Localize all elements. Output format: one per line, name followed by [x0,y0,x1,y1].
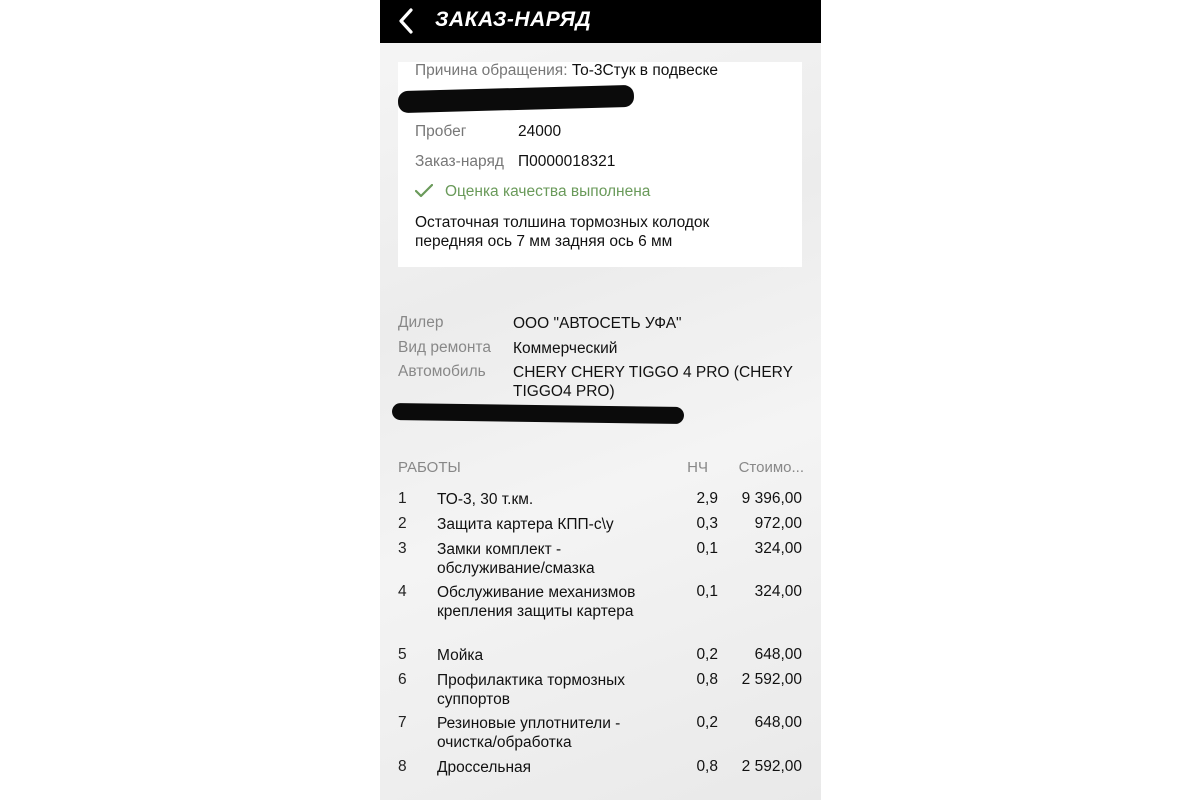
dealer-label: Дилер [398,314,444,331]
row-number: 6 [398,671,407,688]
row-number: 7 [398,714,407,731]
work-cost: 648,00 [754,646,802,663]
car-value-line-2: TIGGO4 PRO) [513,383,615,400]
chevron-left-icon[interactable] [392,6,422,36]
work-hours: 0,3 [696,515,718,532]
work-name: ТО-3, 30 т.км. [437,491,534,508]
work-name: Защита картера КПП-с\у [437,516,614,533]
work-hours: 0,8 [696,758,718,775]
works-header-hours: НЧ [687,459,708,476]
repair-type-label: Вид ремонта [398,339,491,356]
work-hours: 0,1 [696,540,718,557]
order-number-label: Заказ-наряд [415,153,504,170]
work-name: Мойка [437,647,484,664]
order-card [398,62,802,267]
work-hours: 2,9 [696,490,718,507]
car-label: Автомобиль [398,363,486,380]
work-cost: 2 592,00 [741,758,802,775]
work-cost: 648,00 [754,714,802,731]
mileage-value: 24000 [518,123,562,140]
work-hours: 0,1 [696,583,718,600]
quality-status: Оценка качества выполнена [445,183,651,200]
work-hours: 0,8 [696,671,718,688]
page-title: ЗАКАЗ-НАРЯД [435,8,592,31]
note-line-2: передняя ось 7 мм задняя ось 6 мм [415,233,673,250]
phone-screen [380,0,821,800]
checkmark-icon [415,184,433,198]
work-name: Дроссельная [437,759,532,776]
reason-row [415,62,718,80]
repair-type-value: Коммерческий [513,340,618,357]
app-header [380,0,821,43]
row-number: 8 [398,758,407,775]
reason-label: Причина обращения: [415,62,568,79]
work-name: Обслуживание механизмов крепления защиты картера [437,584,636,620]
work-cost: 2 592,00 [741,671,802,688]
car-value-line-1: CHERY CHERY TIGGO 4 PRO (CHERY [513,364,793,381]
work-name: Профилактика тормозных суппортов [437,672,626,708]
redaction-mark [398,85,634,113]
work-cost: 972,00 [754,515,802,532]
work-cost: 9 396,00 [741,490,802,507]
row-number: 2 [398,515,407,532]
works-header-name: РАБОТЫ [398,459,461,476]
work-hours: 0,2 [696,714,718,731]
work-cost: 324,00 [754,583,802,600]
reason-value: То-3Стук в подвеске [571,62,719,79]
order-number-value: П0000018321 [518,153,616,170]
row-number: 3 [398,540,407,557]
dealer-value: ООО "АВТОСЕТЬ УФА" [513,315,682,332]
note-line-1: Остаточная толшина тормозных колодок [415,214,710,231]
row-number: 5 [398,646,407,663]
row-number: 1 [398,490,407,507]
mileage-label: Пробег [415,123,467,140]
row-number: 4 [398,583,407,600]
work-name: Замки комплект - обслуживание/смазка [437,541,595,577]
work-name: Резиновые уплотнители - очистка/обработка [437,715,621,751]
work-hours: 0,2 [696,646,718,663]
redaction-mark [392,403,684,424]
works-header-cost: Стоимо... [738,459,804,476]
work-cost: 324,00 [754,540,802,557]
